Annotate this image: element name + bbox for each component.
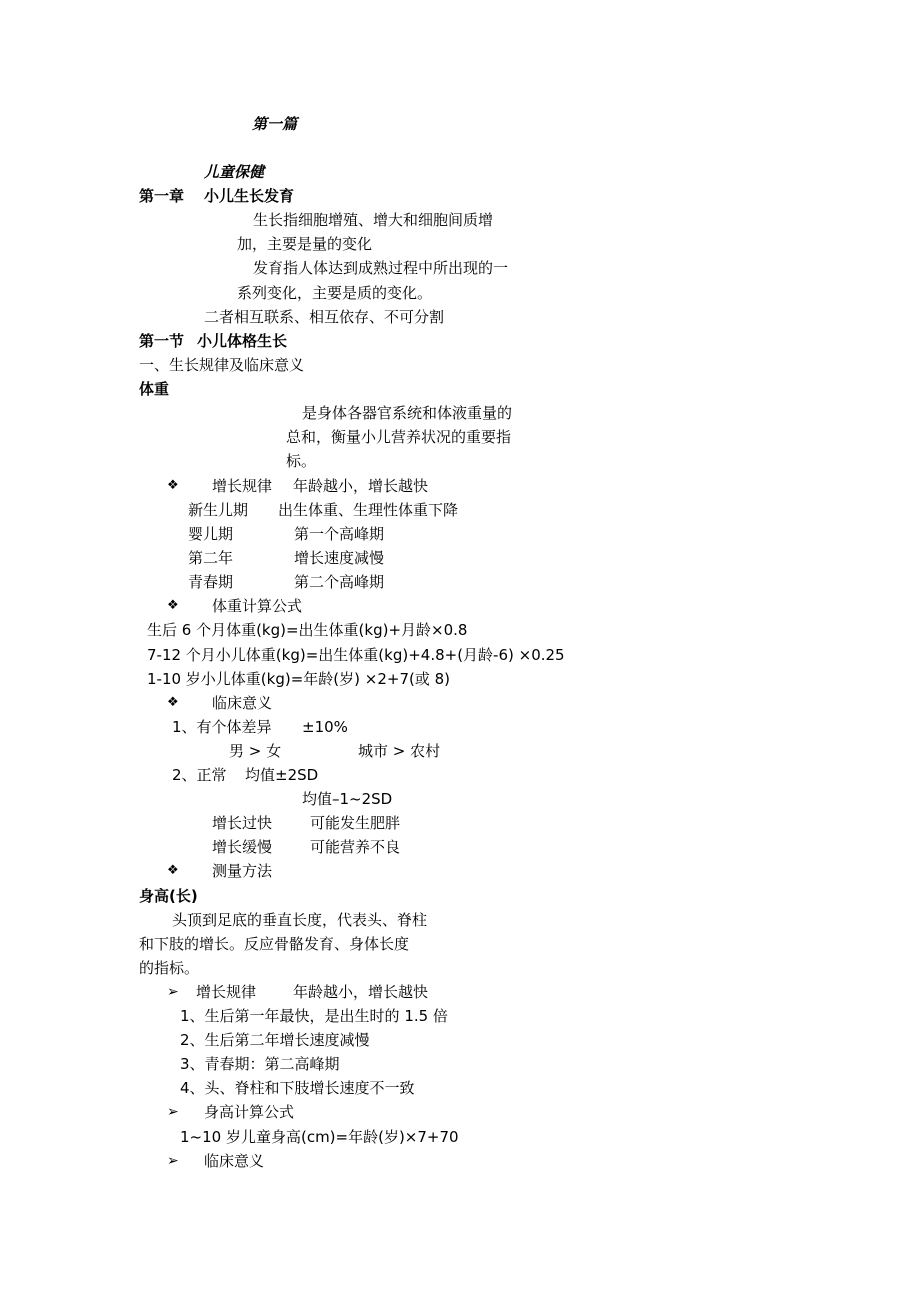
fast-growth-text: 可能发生肥胖 bbox=[310, 814, 401, 832]
period-name: 婴儿期 bbox=[188, 525, 234, 543]
relation-statement: 二者相互联系、相互依存、不可分割 bbox=[204, 308, 445, 326]
weight-formula-2: 7-12 个月小儿体重(kg)=出生体重(kg)+4.8+(月龄-6) ×0.25 bbox=[147, 646, 565, 664]
height-definition-line-2: 和下肢的增长。反应骨骼发育、身体长度 bbox=[139, 935, 410, 953]
individual-difference-value: ±10% bbox=[302, 718, 348, 736]
individual-difference-label: 1、有个体差异 bbox=[172, 718, 272, 736]
bullet-diamond-icon: ❖ bbox=[167, 598, 179, 613]
weight-rule-label: 增长规律 bbox=[212, 477, 273, 495]
development-definition-line-2: 系列变化，主要是质的变化。 bbox=[237, 284, 433, 302]
bullet-arrow-icon: ➢ bbox=[167, 984, 179, 1000]
weight-rule-text: 年龄越小，增长越快 bbox=[293, 477, 429, 495]
weight-definition-line-2: 总和，衡量小儿营养状况的重要指 bbox=[286, 428, 512, 446]
period-desc: 第二个高峰期 bbox=[294, 573, 385, 591]
weight-formula-3: 1-10 岁小儿体重(kg)=年龄(岁) ×2+7(或 8) bbox=[147, 670, 451, 688]
weight-formula-1: 生后 6 个月体重(kg)=出生体重(kg)+月龄×0.8 bbox=[147, 621, 468, 639]
bullet-arrow-icon: ➢ bbox=[167, 1104, 179, 1120]
growth-definition-line-1: 生长指细胞增殖、增大和细胞间质增 bbox=[253, 211, 494, 229]
bullet-arrow-icon: ➢ bbox=[167, 1153, 179, 1169]
chapter-label: 第一章 bbox=[139, 187, 185, 205]
height-clinical-label: 临床意义 bbox=[204, 1152, 265, 1170]
period-name: 新生儿期 bbox=[188, 501, 249, 519]
height-rule-item: 4、头、脊柱和下肢增长速度不一致 bbox=[180, 1079, 415, 1097]
normal-label: 2、正常 bbox=[172, 766, 227, 784]
weight-definition-line-3: 标。 bbox=[286, 452, 317, 470]
bullet-diamond-icon: ❖ bbox=[167, 478, 179, 493]
weight-clinical-label: 临床意义 bbox=[212, 694, 273, 712]
section-title: 小儿体格生长 bbox=[197, 332, 288, 350]
weight-formula-label: 体重计算公式 bbox=[212, 597, 303, 615]
height-definition-line-1: 头顶到足底的垂直长度，代表头、脊柱 bbox=[172, 911, 428, 929]
part-subtitle: 儿童保健 bbox=[204, 163, 265, 181]
height-rule-text: 年龄越小，增长越快 bbox=[293, 983, 429, 1001]
slow-growth-label: 增长缓慢 bbox=[212, 838, 273, 856]
gender-comparison: 男 > 女 bbox=[229, 742, 282, 760]
normal-value: 均值±2SD bbox=[245, 766, 319, 784]
period-name: 青春期 bbox=[188, 573, 234, 591]
height-formula-label: 身高计算公式 bbox=[204, 1103, 295, 1121]
measurement-method-label: 测量方法 bbox=[212, 862, 273, 880]
height-rule-item: 2、生后第二年增长速度减慢 bbox=[180, 1031, 370, 1049]
bullet-diamond-icon: ❖ bbox=[167, 695, 179, 710]
weight-heading: 体重 bbox=[139, 380, 170, 398]
period-desc: 增长速度减慢 bbox=[294, 549, 385, 567]
height-definition-line-3: 的指标。 bbox=[139, 959, 200, 977]
height-rule-item: 3、青春期：第二高峰期 bbox=[180, 1055, 340, 1073]
period-desc: 出生体重、生理性体重下降 bbox=[278, 501, 459, 519]
subsection-heading: 一、生长规律及临床意义 bbox=[139, 356, 305, 374]
growth-definition-line-2: 加，主要是量的变化 bbox=[237, 235, 373, 253]
height-heading: 身高(长) bbox=[139, 887, 198, 905]
region-comparison: 城市 > 农村 bbox=[358, 742, 441, 760]
period-name: 第二年 bbox=[188, 549, 234, 567]
height-formula: 1~10 岁儿童身高(cm)=年龄(岁)×7+70 bbox=[180, 1128, 459, 1146]
slow-growth-text: 可能营养不良 bbox=[310, 838, 401, 856]
bullet-diamond-icon: ❖ bbox=[167, 863, 179, 878]
period-desc: 第一个高峰期 bbox=[294, 525, 385, 543]
weight-definition-line-1: 是身体各器官系统和体液重量的 bbox=[302, 404, 513, 422]
section-label: 第一节 bbox=[139, 332, 185, 350]
part-title: 第一篇 bbox=[252, 115, 298, 133]
development-definition-line-1: 发育指人体达到成熟过程中所出现的一 bbox=[253, 259, 509, 277]
height-rule-label: 增长规律 bbox=[196, 983, 257, 1001]
normal-value-2: 均值–1~2SD bbox=[302, 790, 393, 808]
fast-growth-label: 增长过快 bbox=[212, 814, 273, 832]
chapter-title: 小儿生长发育 bbox=[204, 187, 295, 205]
height-rule-item: 1、生后第一年最快，是出生时的 1.5 倍 bbox=[180, 1007, 448, 1025]
